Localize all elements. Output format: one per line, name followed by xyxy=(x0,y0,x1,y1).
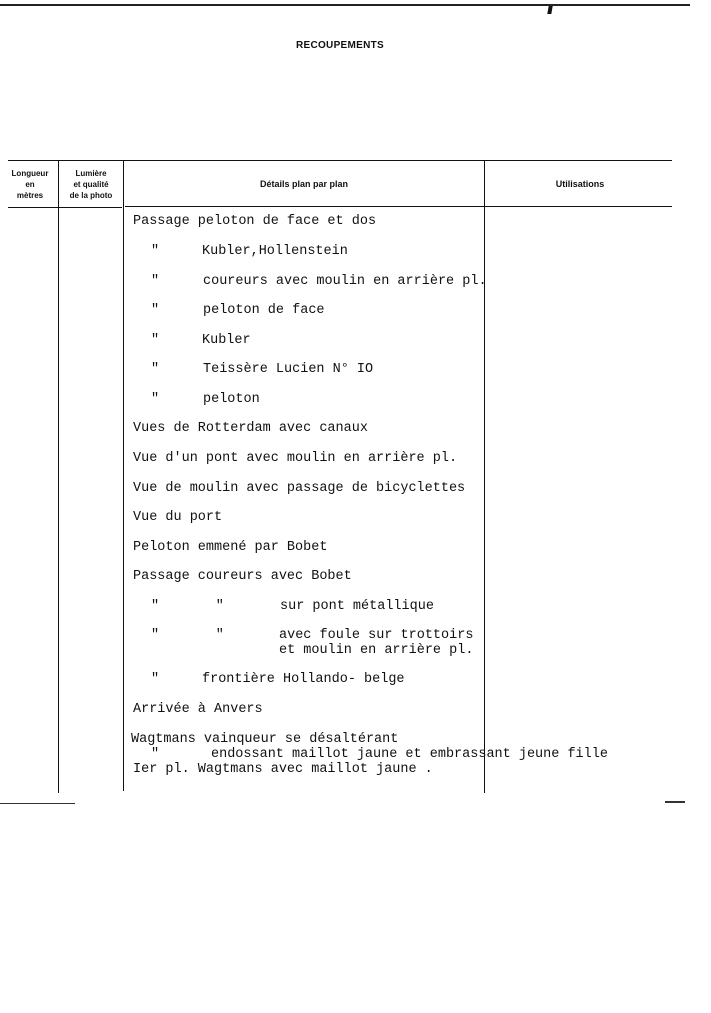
detail-row-text: endossant maillot jaune et embrassant jeune fille xyxy=(211,747,608,762)
detail-row-text-continued: et moulin en arrière pl. xyxy=(279,643,474,658)
header-details: Détails plan par plan xyxy=(259,179,349,189)
detail-row-text: Kubler xyxy=(202,333,251,348)
detail-row-text: Arrivée à Anvers xyxy=(133,702,263,717)
detail-row-text: Vue d'un pont avec moulin en arrière pl. xyxy=(133,451,458,466)
header-lumiere-line-2: et qualité xyxy=(73,180,109,189)
ditto-mark: " xyxy=(151,672,160,687)
column-divider-2 xyxy=(123,161,124,791)
detail-row-text: Teissère Lucien N° IO xyxy=(203,362,374,377)
detail-row-text: avec foule sur trottoirs xyxy=(279,628,474,643)
column-divider-3 xyxy=(484,161,485,793)
header-lumiere-line-3: de la photo xyxy=(69,191,113,200)
scan-edge-bottom-right xyxy=(665,801,685,803)
column-divider-1 xyxy=(58,161,59,793)
detail-row-text: Vue de moulin avec passage de bicyclettes xyxy=(133,481,466,496)
page-title: RECOUPEMENTS xyxy=(295,40,385,51)
detail-row-text: Ier pl. Wagtmans avec maillot jaune . xyxy=(133,762,433,777)
header-lumiere xyxy=(60,168,122,201)
scan-edge-top xyxy=(0,4,690,6)
table-top-rule xyxy=(8,160,672,161)
detail-row-text: frontière Hollando- belge xyxy=(202,672,405,687)
header-longueur-line-3: mètres xyxy=(16,191,44,200)
detail-row-text: Vue du port xyxy=(133,510,223,525)
ditto-mark: " xyxy=(151,392,160,407)
detail-row-text: Passage coureurs avec Bobet xyxy=(133,569,352,584)
scan-mark xyxy=(547,6,552,14)
ditto-mark: " xyxy=(151,362,160,377)
detail-row-text: Wagtmans vainqueur se désaltérant xyxy=(131,732,399,747)
ditto-mark: " xyxy=(151,244,160,259)
header-longueur xyxy=(4,168,56,201)
detail-row-text: Kubler,Hollenstein xyxy=(202,244,348,259)
header-utilisations: Utilisations xyxy=(555,179,605,189)
detail-row-text: Passage peloton de face et dos xyxy=(133,214,377,229)
detail-row-text: Peloton emmené par Bobet xyxy=(133,540,328,555)
ditto-mark: " " xyxy=(151,628,224,643)
header-bottom-rule xyxy=(125,206,672,207)
ditto-mark: " xyxy=(151,274,160,289)
scan-edge-bottom-left xyxy=(0,803,75,804)
ditto-mark: " xyxy=(151,333,160,348)
ditto-mark: " xyxy=(151,747,160,762)
header-longueur-line-1: Longueur xyxy=(11,169,49,178)
detail-row-text: peloton xyxy=(203,392,260,407)
header-lumiere-line-1: Lumière xyxy=(75,169,107,178)
header-longueur-line-2: en xyxy=(25,180,35,189)
detail-row-text: coureurs avec moulin en arrière pl. xyxy=(203,274,487,289)
detail-row-text: peloton de face xyxy=(203,303,325,318)
ditto-mark: " xyxy=(151,303,160,318)
detail-row-text: Vues de Rotterdam avec canaux xyxy=(133,421,368,436)
header-bottom-rule-left xyxy=(8,207,122,208)
detail-row-text: sur pont métallique xyxy=(280,599,434,614)
ditto-mark: " " xyxy=(151,599,224,614)
